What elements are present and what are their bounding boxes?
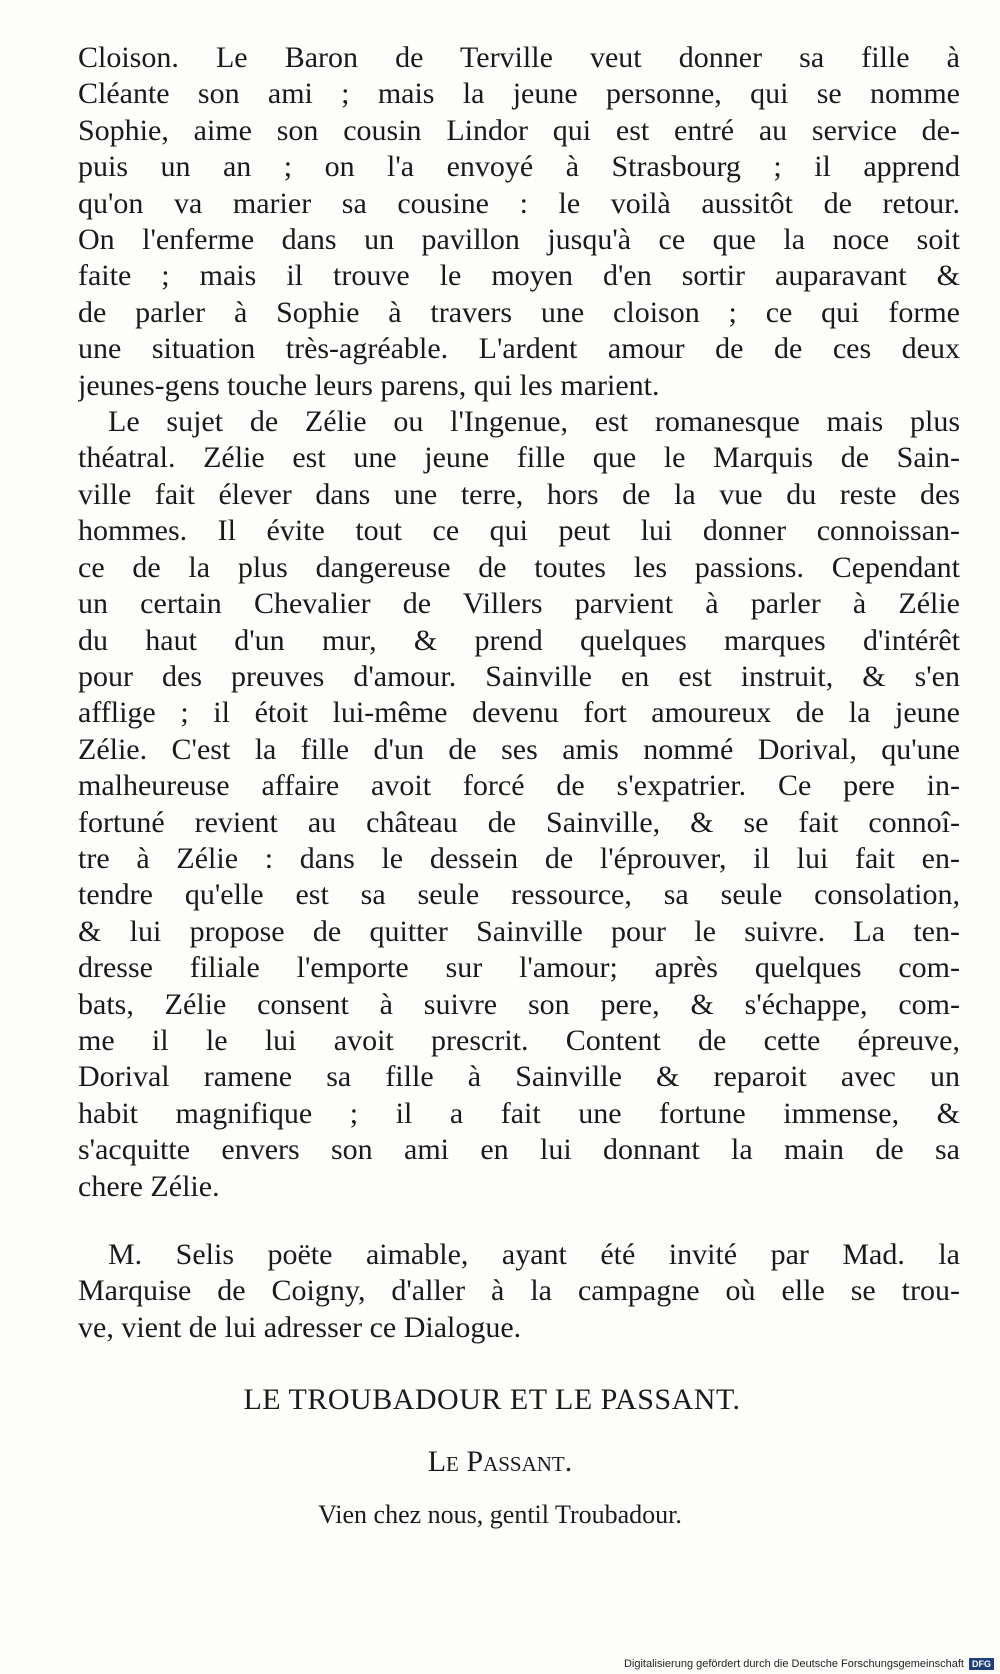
poem-title: LE TROUBADOUR ET LE PASSANT. <box>243 1383 741 1416</box>
text-line: ce de la plus dangereuse de toutes les passions. Cependant <box>78 550 960 584</box>
text-line: dresse filiale l'emporte sur l'amour; après quelques com- <box>78 951 960 985</box>
text-line: ve, vient de lui adresser ce Dialogue. <box>78 1310 522 1344</box>
text-line: Cloison. Le Baron de Terville veut donner sa fille à <box>78 41 960 74</box>
text-line: chere Zélie. <box>78 1169 220 1203</box>
text-line: bats, Zélie consent à suivre son pere, & s'échappe, com- <box>78 987 960 1021</box>
text-line: Sophie, aime son cousin Lindor qui est entré au service de- <box>78 113 960 147</box>
text-line: puis un an ; on l'a envoyé à Strasbourg ; il apprend <box>78 150 960 184</box>
text-line: hommes. Il évite tout ce qui peut lui donner connoissan- <box>78 514 960 548</box>
footer-text: Digitalisierung gefördert durch die Deutsche Forschungsgemeinschaft <box>623 1657 964 1670</box>
text-line: jeunes-gens touche leurs parens, qui les marient. <box>78 368 660 402</box>
text-line: faite ; mais il trouve le moyen d'en sortir auparavant & <box>78 259 960 293</box>
text-line: ville fait élever dans une terre, hors de la vue du reste des <box>78 477 960 511</box>
poem-first-line: Vien chez nous, gentil Troubadour. <box>318 1500 682 1529</box>
text-line: Cléante son ami ; mais la jeune personne, qui se nomme <box>78 77 960 111</box>
text-line: fortuné revient au château de Sainville, & se fait connoî- <box>78 805 960 839</box>
text-line: tre à Zélie : dans le dessein de l'éprouver, il lui fait en- <box>78 841 960 875</box>
text-line: Le sujet de Zélie ou l'Ingenue, est romanesque mais plus <box>108 405 960 439</box>
text-line: Dorival ramene sa fille à Sainville & reparoit avec un <box>78 1060 960 1094</box>
paragraph-3 <box>78 1237 960 1346</box>
footer-credit <box>624 1658 994 1670</box>
text-line: On l'enferme dans un pavillon jusqu'à ce que la noce soit <box>78 223 960 257</box>
text-line: habit magnifique ; il a fait une fortune immense, & <box>78 1096 960 1130</box>
text-line: Marquise de Coigny, d'aller à la campagne où elle se trou- <box>78 1274 960 1308</box>
text-line: tendre qu'elle est sa seule ressource, sa seule consolation, <box>78 878 960 912</box>
text-line: M. Selis poëte aimable, ayant été invité par Mad. la <box>108 1238 960 1271</box>
text-line: malheureuse affaire avoit forcé de s'expatrier. Ce pere in- <box>78 769 960 803</box>
text-line: afflige ; il étoit lui-même devenu fort amoureux de la jeune <box>78 696 960 730</box>
text-line: un certain Chevalier de Villers parvient à parler à Zélie <box>78 587 960 621</box>
text-line: me il le lui avoit prescrit. Content de cette épreuve, <box>78 1023 960 1057</box>
text-line: Zélie. C'est la fille d'un de ses amis nommé Dorival, qu'une <box>78 732 960 766</box>
text-line: de parler à Sophie à travers une cloison ; ce qui forme <box>78 295 960 329</box>
text-line: théatral. Zélie est une jeune fille que le Marquis de Sain- <box>78 441 960 475</box>
text-line: s'acquitte envers son ami en lui donnant la main de sa <box>78 1133 960 1167</box>
text-line: une situation très-agréable. L'ardent amour de de ces deux <box>78 332 960 366</box>
speaker-name: Le Passant. <box>427 1445 573 1478</box>
text-line: qu'on va marier sa cousine : le voilà aussitôt de retour. <box>78 186 960 220</box>
text-line: & lui propose de quitter Sainville pour le suivre. La ten- <box>78 914 960 948</box>
paragraph-1 <box>78 40 960 1205</box>
text-line: pour des preuves d'amour. Sainville en est instruit, & s'en <box>78 659 960 693</box>
text-line: du haut d'un mur, & prend quelques marques d'intérêt <box>78 623 960 657</box>
dfg-logo: DFG <box>969 1658 994 1670</box>
